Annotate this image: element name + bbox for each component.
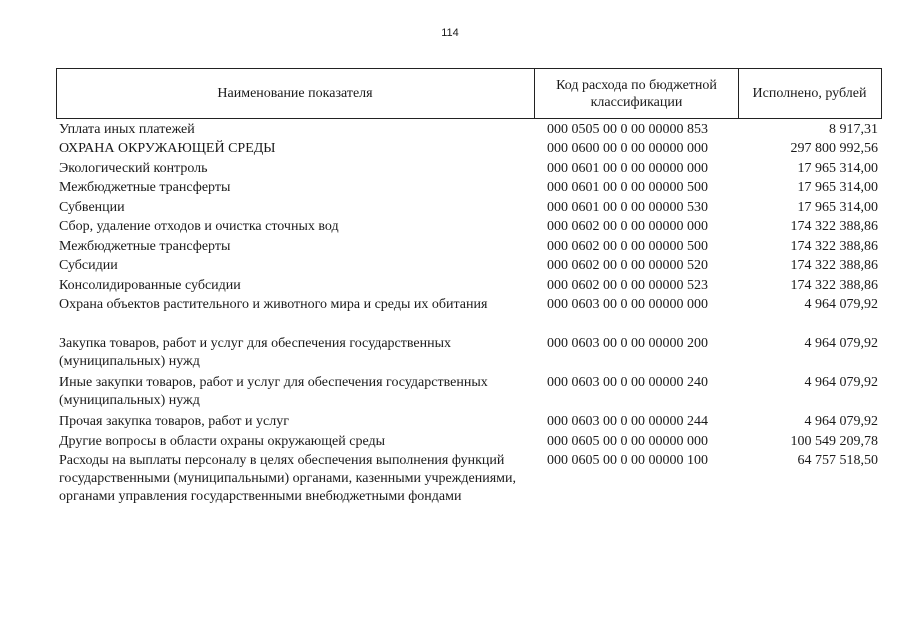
row-code: 000 0601 00 0 00 00000 500 [547, 180, 708, 195]
row-amount: 174 322 388,86 [790, 258, 878, 273]
row-code: 000 0600 00 0 00 00000 000 [547, 141, 708, 156]
page-number: 114 [441, 27, 459, 39]
table-header [56, 68, 882, 119]
row-amount: 8 917,31 [829, 122, 878, 137]
row-amount: 174 322 388,86 [790, 239, 878, 254]
row-name: Сбор, удаление отходов и очистка сточных вод [59, 219, 339, 234]
row-code: 000 0505 00 0 00 00000 853 [547, 122, 708, 137]
row-code: 000 0602 00 0 00 00000 520 [547, 258, 708, 273]
row-amount: 4 964 079,92 [804, 375, 878, 390]
row-name: Межбюджетные трансферты [59, 239, 231, 254]
row-amount: 17 965 314,00 [797, 180, 878, 195]
row-name: Межбюджетные трансферты [59, 180, 231, 195]
row-amount: 4 964 079,92 [804, 336, 878, 351]
row-code: 000 0602 00 0 00 00000 000 [547, 219, 708, 234]
row-name: Иные закупки товаров, работ и услуг для обеспечения государственных (муниципальных) нужд [59, 375, 488, 408]
row-code: 000 0603 00 0 00 00000 000 [547, 297, 708, 312]
row-name: Другие вопросы в области охраны окружающей среды [59, 434, 385, 449]
row-amount: 17 965 314,00 [797, 161, 878, 176]
header-name: Наименование показателя [217, 86, 373, 101]
row-amount: 174 322 388,86 [790, 278, 878, 293]
row-name: Прочая закупка товаров, работ и услуг [59, 414, 289, 429]
row-code: 000 0605 00 0 00 00000 000 [547, 434, 708, 449]
row-name: Уплата иных платежей [59, 122, 195, 137]
row-code: 000 0601 00 0 00 00000 000 [547, 161, 708, 176]
row-code: 000 0605 00 0 00 00000 100 [547, 453, 708, 468]
row-code: 000 0602 00 0 00 00000 500 [547, 239, 708, 254]
header-code: Код расхода по бюджетной классификации [534, 69, 739, 118]
header-amount: Исполнено, рублей [752, 86, 867, 101]
row-amount: 297 800 992,56 [790, 141, 878, 156]
row-name: Расходы на выплаты персоналу в целях обеспечения выполнения функций государственными (муниципальными) органами, казенными учреждениями, органами управления государственными внебюджетными фондами [59, 453, 516, 504]
row-name: Охрана объектов растительного и животного мира и среды их обитания [59, 297, 488, 312]
row-amount: 100 549 209,78 [790, 434, 878, 449]
row-amount: 64 757 518,50 [797, 453, 878, 468]
row-name: Закупка товаров, работ и услуг для обеспечения государственных (муниципальных) нужд [59, 336, 452, 369]
row-code: 000 0603 00 0 00 00000 200 [547, 336, 708, 351]
row-name: Консолидированные субсидии [59, 278, 241, 293]
row-amount: 4 964 079,92 [804, 414, 878, 429]
row-name: Субвенции [59, 200, 125, 215]
row-name: Субсидии [59, 258, 118, 273]
row-code: 000 0601 00 0 00 00000 530 [547, 200, 708, 215]
row-code: 000 0603 00 0 00 00000 240 [547, 375, 708, 390]
row-name: ОХРАНА ОКРУЖАЮЩЕЙ СРЕДЫ [59, 141, 276, 156]
row-code: 000 0602 00 0 00 00000 523 [547, 278, 708, 293]
row-code: 000 0603 00 0 00 00000 244 [547, 414, 708, 429]
row-name: Экологический контроль [59, 161, 208, 176]
row-amount: 174 322 388,86 [790, 219, 878, 234]
row-amount: 4 964 079,92 [804, 297, 878, 312]
row-amount: 17 965 314,00 [797, 200, 878, 215]
